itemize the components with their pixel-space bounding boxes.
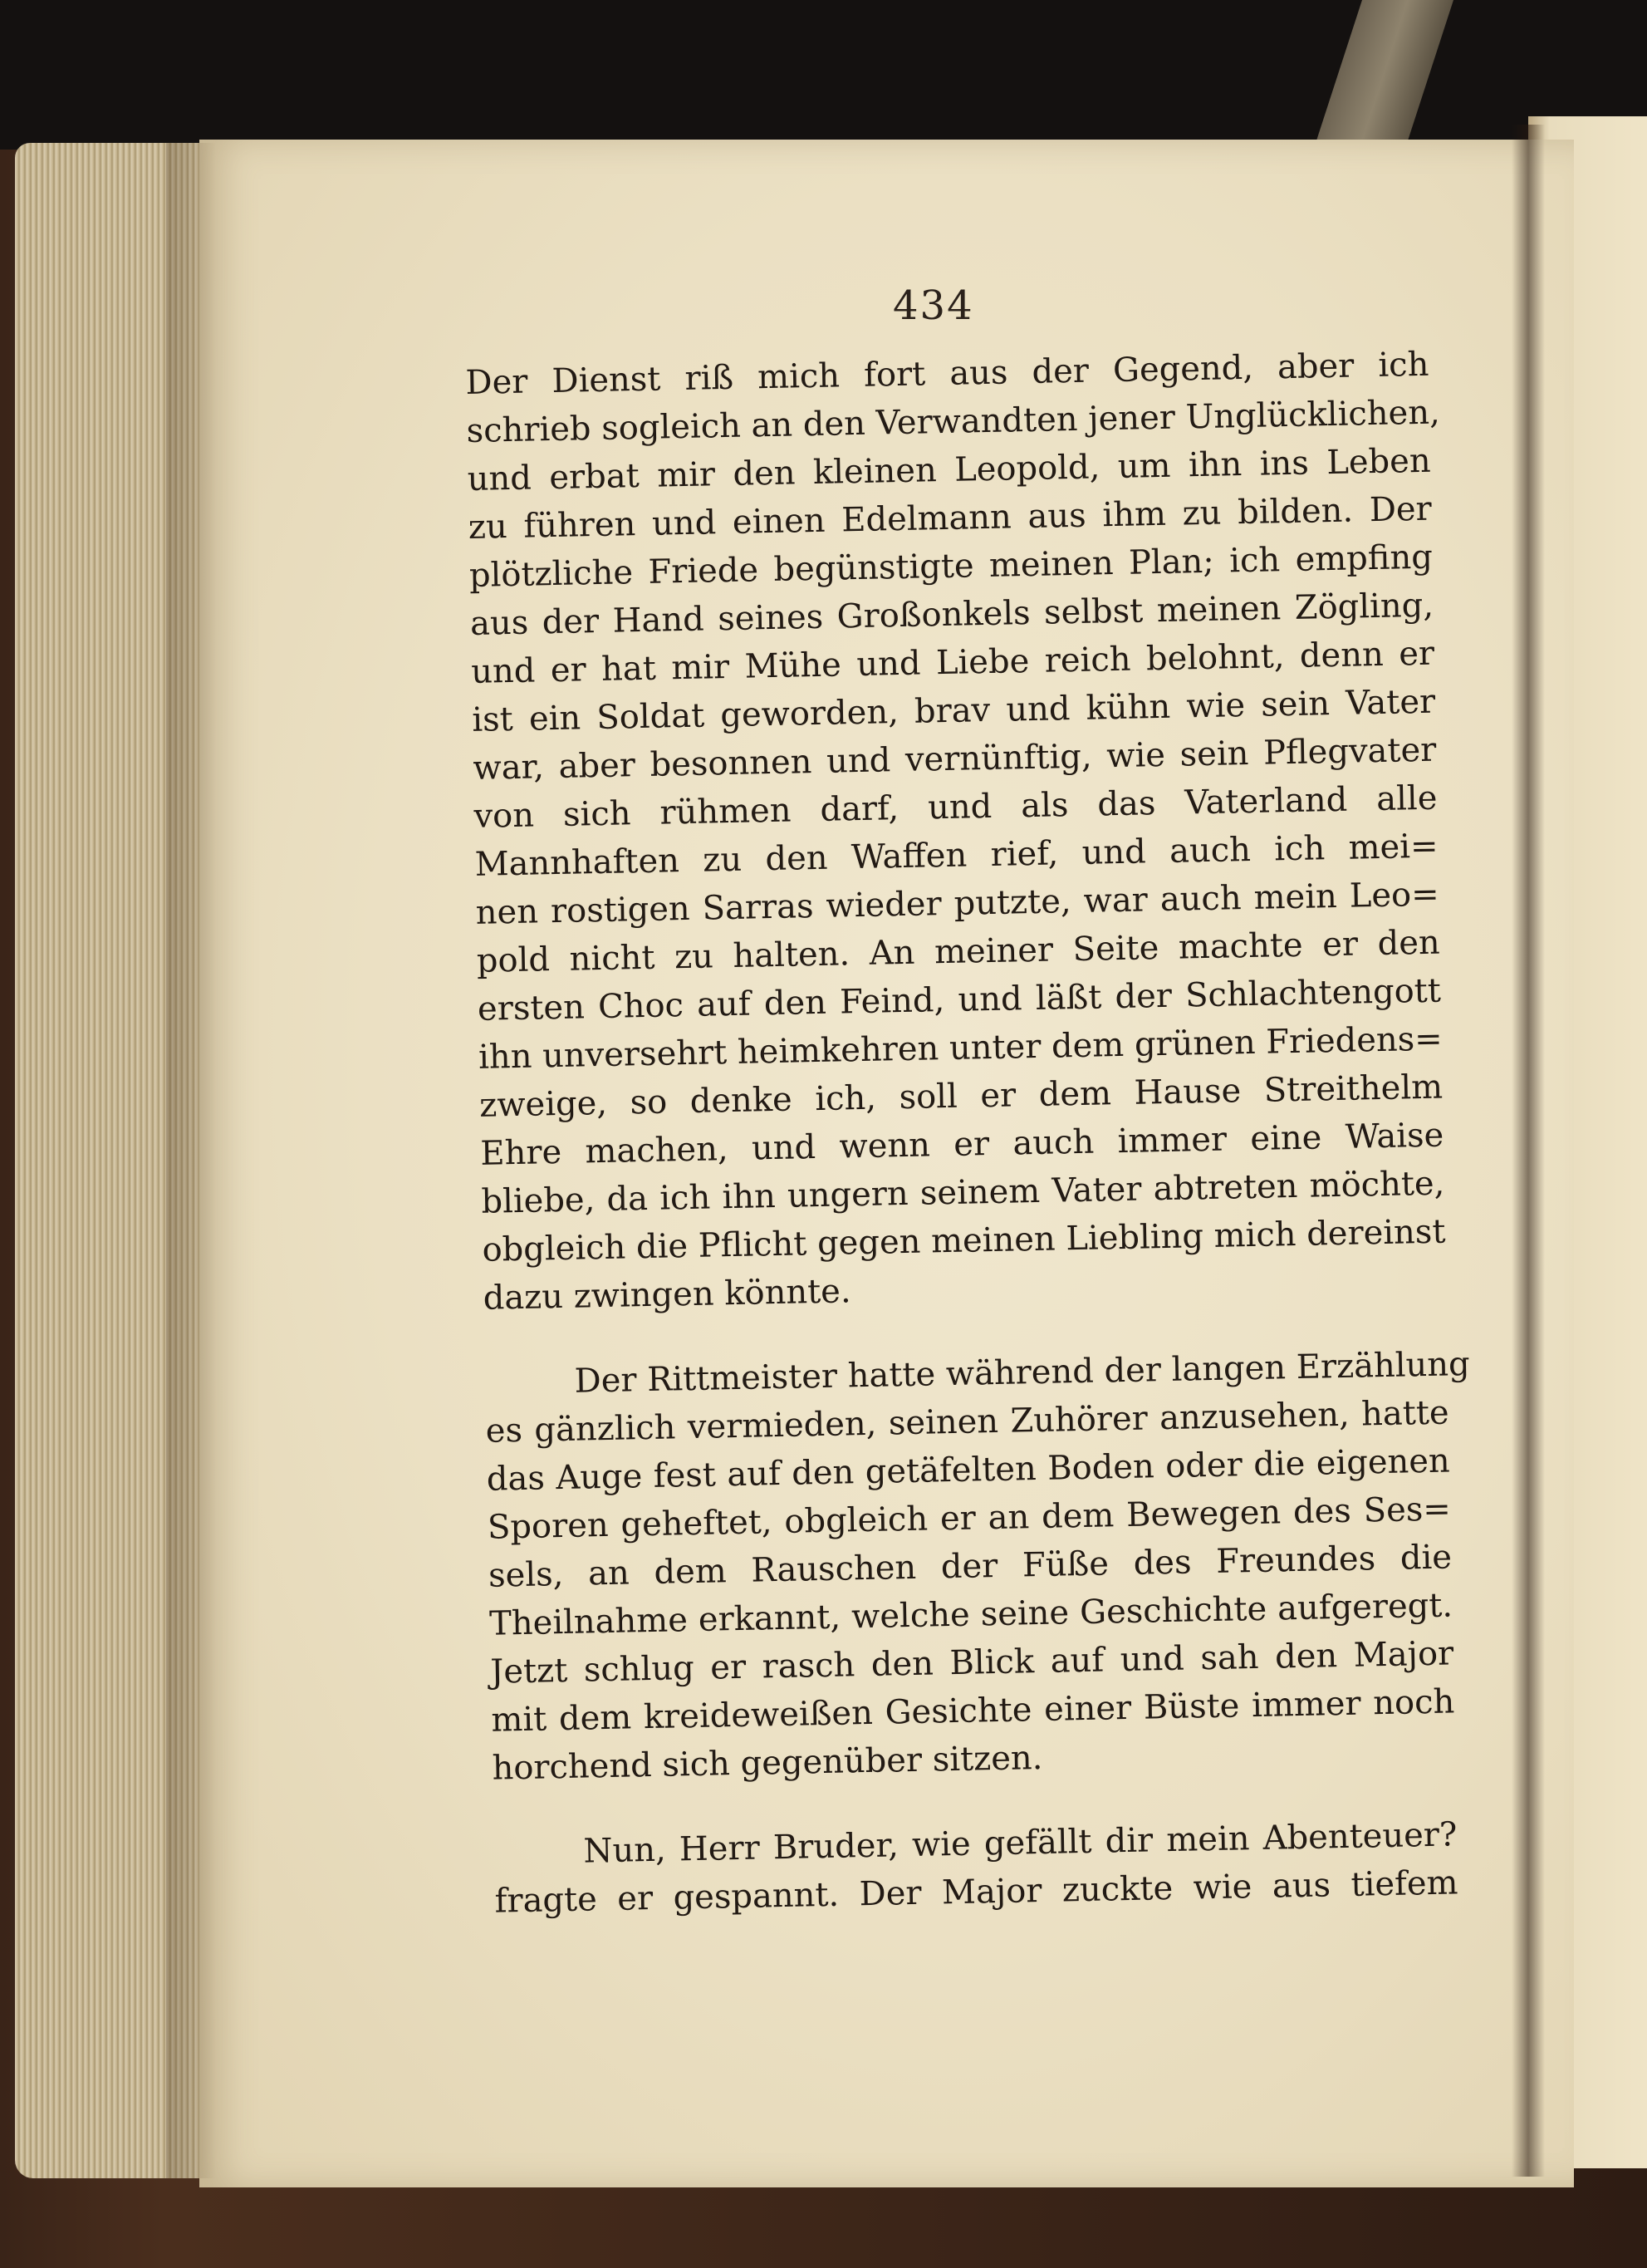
bookmark-ribbon	[1316, 0, 1453, 141]
text-line: dazu zwingen könnte.	[483, 1272, 852, 1318]
text-line: sels, an dem Rauschen der Füße des Freundes die	[488, 1538, 1453, 1595]
text-line: Der Rittmeister hatte während der langen Erzählung	[574, 1345, 1471, 1401]
text-line: und erbat mir den kleinen Leopold, um ihn ins Leben	[467, 441, 1432, 498]
page-number: 434	[893, 282, 974, 329]
text-line: Nun, Herr Bruder, wie gefällt dir mein Abenteuer?	[583, 1815, 1458, 1871]
text-line: ist ein Soldat geworden, brav und kühn wie sein Vater	[471, 682, 1436, 739]
book-gutter	[1512, 125, 1545, 2177]
text-line: schrieb sogleich an den Verwandten jener Unglücklichen,	[466, 393, 1441, 450]
text-line: Ehre machen, und wenn er auch immer eine Waise	[479, 1116, 1444, 1173]
text-line: zu führen und einen Edelmann aus ihm zu bilden. Der	[468, 489, 1433, 547]
text-line: Jetzt schlug er rasch den Blick auf und sah den Major	[489, 1634, 1454, 1691]
text-line: ihn unversehrt heimkehren unter dem grünen Friedens=	[478, 1019, 1444, 1077]
text-line: fragte er gespannt. Der Major zuckte wie aus tiefem	[494, 1863, 1458, 1921]
text-line: Mannhaften zu den Waffen rief, und auch ich mei=	[474, 827, 1439, 884]
text-line: war, aber besonnen und vernünftig, wie sein Pflegvater	[473, 730, 1437, 788]
text-line: bliebe, da ich ihn ungern seinem Vater abtreten möchte,	[481, 1164, 1445, 1221]
text-line: Sporen geheftet, obgleich er an dem Bewegen des Ses=	[487, 1490, 1452, 1547]
text-line: horchend sich gegenüber sitzen.	[492, 1738, 1043, 1788]
text-line: Theilnahme erkannt, welche seine Geschichte aufgeregt.	[488, 1586, 1453, 1643]
page-edge-shadow	[166, 143, 216, 2178]
text-line: plötzliche Friede begünstigte meinen Plan; ich empfing	[468, 538, 1434, 595]
text-line: aus der Hand seines Großonkels selbst meinen Zögling,	[469, 586, 1434, 643]
page-text	[465, 341, 1471, 1926]
text-line: das Auge fest auf den getäfelten Boden oder die eigenen	[486, 1441, 1451, 1499]
text-line: ersten Choc auf den Feind, und läßt der Schlachtengott	[477, 971, 1442, 1028]
paragraph	[484, 1341, 1471, 1793]
text-line: obgleich die Pflicht gegen meinen Liebling mich dereinst	[482, 1212, 1446, 1269]
paragraph	[493, 1810, 1458, 1925]
text-line: und er hat mir Mühe und Liebe reich belohnt, denn er	[470, 634, 1435, 691]
text-line: es gänzlich vermieden, seinen Zuhörer anzusehen, hatte	[485, 1393, 1450, 1451]
text-line: von sich rühmen darf, und als das Vaterland alle	[473, 778, 1438, 836]
text-line: Der Dienst riß mich fort aus der Gegend, aber ich	[465, 345, 1429, 402]
text-line: zweige, so denke ich, soll er dem Hause Streithelm	[478, 1068, 1444, 1125]
text-line: pold nicht zu halten. An meiner Seite machte er den	[476, 923, 1441, 980]
text-line: nen rostigen Sarras wieder putzte, war auch mein Leo=	[475, 875, 1440, 932]
text-line: mit dem kreideweißen Gesichte einer Büste immer noch	[491, 1682, 1455, 1740]
paragraph	[465, 341, 1447, 1323]
